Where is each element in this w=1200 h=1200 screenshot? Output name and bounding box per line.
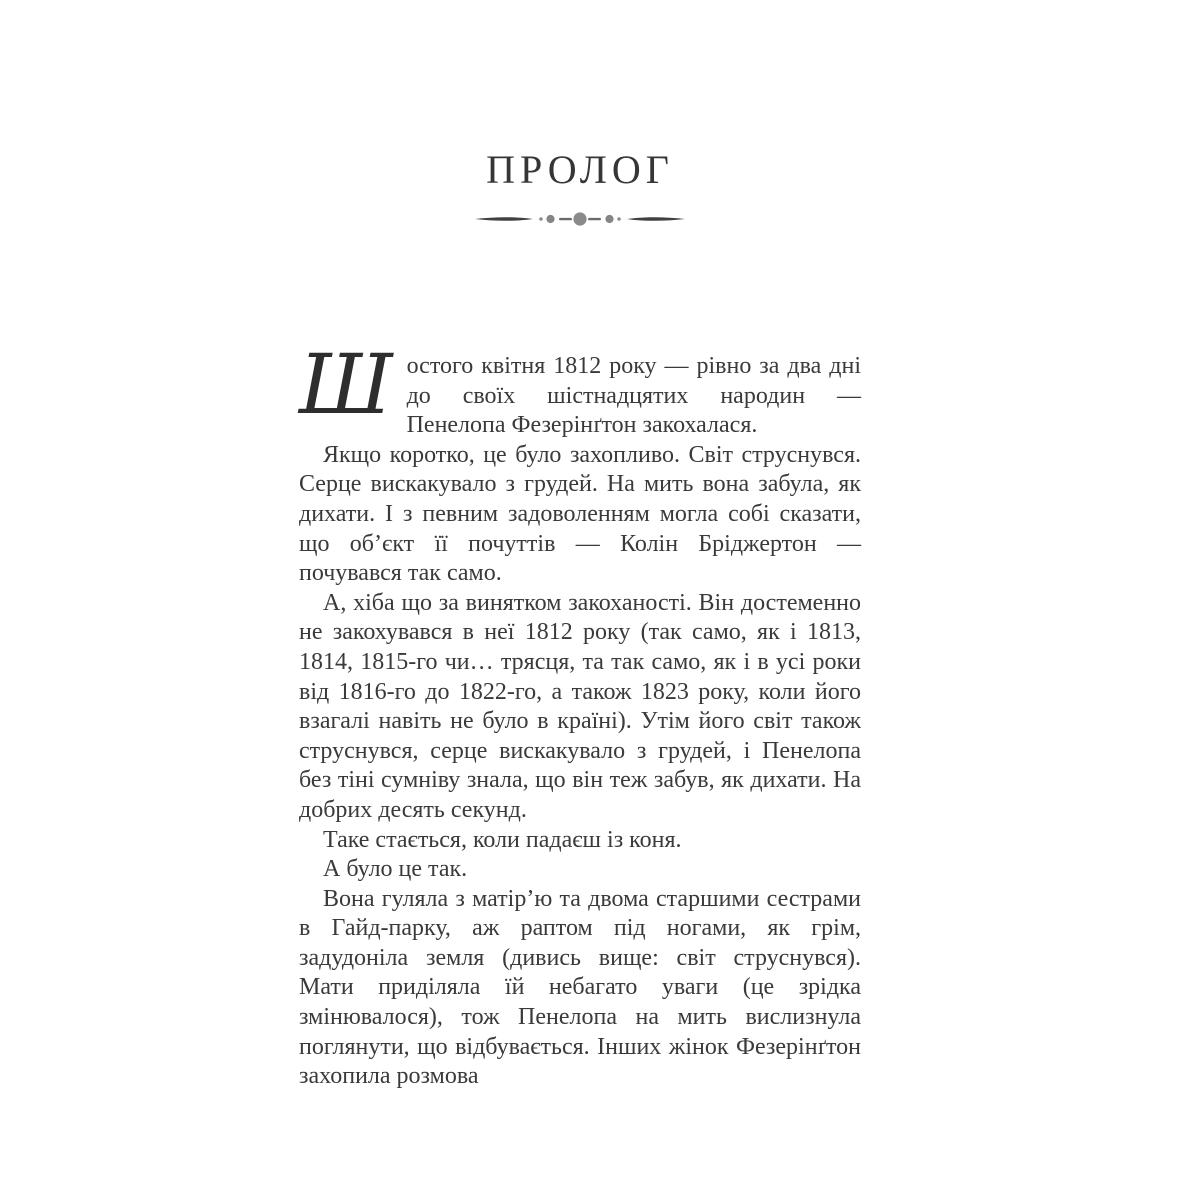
paragraph: Вона гуляла з матір’ю та двома старшими сестрами в Гайд-парку, аж раптом під ногами, як грім, задудоніла земля (дивись вище: світ струснувся). Мати приділяла їй небагато уваги (це зрідка змінювалося), тож Пенелопа на мить вислизнула поглянути, що відбувається. Інших жінок Фезерінґтон захопила розмова [299,885,861,1090]
paragraph: Шостого квітня 1812 року — рівно за два дні до своїх шістнадцятих народин — Пенелопа Фезерінґтон закохалася. [299,338,861,439]
paragraph: А було це так. [323,856,468,883]
paragraph: А, хіба що за винятком закоханості. Він достеменно не закохувався в неї 1812 року (так само, як і 1813, 1814, 1815-го чи… трясця, та так само, як і в усі роки від 1816-го до 1822-го, а також 1823 року, коли його взагалі навіть не було в країні). Утім його світ також струснувся, серце вискакувало з грудей, і Пенелопа без тіні сумніву знала, що він теж забув, як дихати. На добрих десять секунд. [299,589,861,823]
text-column [299,148,861,1092]
ornamental-divider-icon [475,210,685,228]
body-text [299,338,861,1092]
paragraph: Якщо коротко, це було захопливо. Світ струснувся. Серце вискакувало з грудей. На мить вона забула, як дихати. І з певним задоволенням могла собі сказати, що об’єкт її почуттів — Колін Бріджертон — почувався так само. [299,441,861,587]
drop-cap-letter: Ш [299,338,393,433]
paragraph: Таке стається, коли падаєш із коня. [323,826,682,853]
chapter-title: ПРОЛОГ [486,147,674,192]
